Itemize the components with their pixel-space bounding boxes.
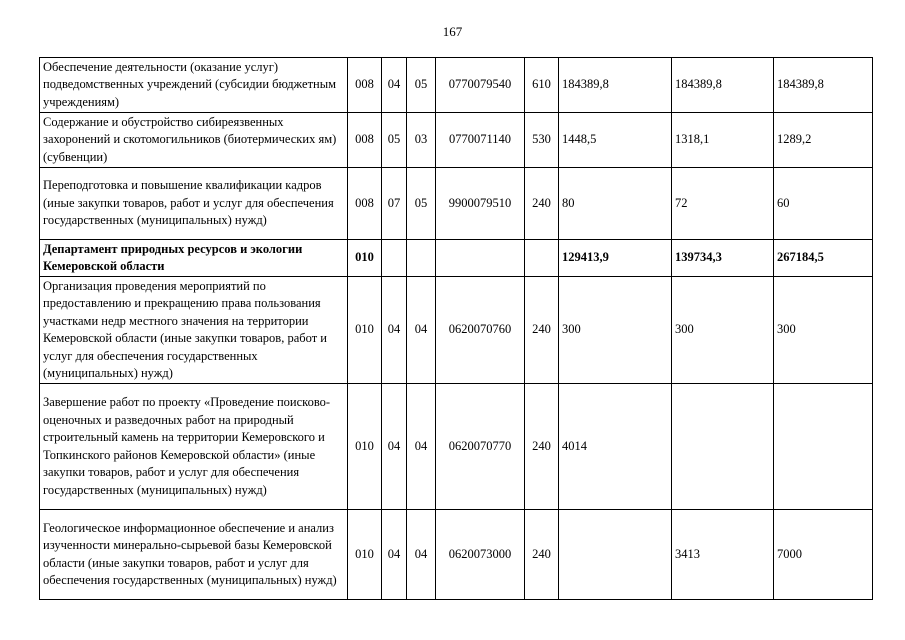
amount-year-3: 184389,8 (774, 58, 873, 113)
budget-table (39, 57, 873, 600)
target-article-code: 9900079510 (436, 168, 525, 240)
row-name: Обеспечение деятельности (оказание услуг) подведомственных учреждений (субсидии бюджетным учреждениям) (40, 58, 348, 113)
target-article-code: 0620070770 (436, 384, 525, 510)
expense-type-code: 240 (525, 384, 559, 510)
row-name: Организация проведения мероприятий по предоставлению и прекращению права пользования участками недр местного значения на территории Кемеровской области (иные закупки товаров, работ и услуг для обеспечения государственных (муниципальных) нужд) (40, 277, 348, 384)
section-code: 05 (382, 113, 407, 168)
subsection-code: 04 (407, 277, 436, 384)
amount-year-3: 267184,5 (774, 240, 873, 277)
amount-year-3 (774, 384, 873, 510)
subsection-code: 05 (407, 58, 436, 113)
amount-year-2: 300 (672, 277, 774, 384)
ministry-code: 008 (348, 113, 382, 168)
amount-year-2: 1318,1 (672, 113, 774, 168)
table-row (40, 113, 873, 168)
section-code: 04 (382, 58, 407, 113)
target-article-code (436, 240, 525, 277)
amount-year-1: 129413,9 (559, 240, 672, 277)
row-name: Департамент природных ресурсов и экологии Кемеровской области (40, 240, 348, 277)
amount-year-3: 7000 (774, 510, 873, 600)
expense-type-code: 240 (525, 277, 559, 384)
row-name: Геологическое информационное обеспечение и анализ изученности минерально-сырьевой базы Кемеровской области (иные закупки товаров, работ и услуг для обеспечения государственных (муниципальных) нужд) (40, 510, 348, 600)
ministry-code: 010 (348, 277, 382, 384)
row-name: Содержание и обустройство сибиреязвенных захоронений и скотомогильников (биотермических ям) (субвенции) (40, 113, 348, 168)
section-code: 07 (382, 168, 407, 240)
amount-year-2: 139734,3 (672, 240, 774, 277)
section-code: 04 (382, 277, 407, 384)
ministry-code: 010 (348, 510, 382, 600)
subsection-code: 05 (407, 168, 436, 240)
expense-type-code (525, 240, 559, 277)
amount-year-2: 72 (672, 168, 774, 240)
amount-year-3: 300 (774, 277, 873, 384)
amount-year-2: 3413 (672, 510, 774, 600)
department-row (40, 240, 873, 277)
table-row (40, 58, 873, 113)
amount-year-1: 184389,8 (559, 58, 672, 113)
section-code: 04 (382, 510, 407, 600)
amount-year-1: 80 (559, 168, 672, 240)
expense-type-code: 530 (525, 113, 559, 168)
target-article-code: 0770079540 (436, 58, 525, 113)
page-number: 167 (442, 24, 463, 39)
expense-type-code: 240 (525, 510, 559, 600)
row-name: Переподготовка и повышение квалификации кадров (иные закупки товаров, работ и услуг для обеспечения государственных (муниципальных) нужд) (40, 168, 348, 240)
table-body (40, 58, 873, 600)
section-code (382, 240, 407, 277)
amount-year-1 (559, 510, 672, 600)
expense-type-code: 610 (525, 58, 559, 113)
ministry-code: 010 (348, 240, 382, 277)
table-row (40, 510, 873, 600)
ministry-code: 008 (348, 168, 382, 240)
expense-type-code: 240 (525, 168, 559, 240)
subsection-code: 04 (407, 510, 436, 600)
amount-year-2 (672, 384, 774, 510)
table-row (40, 277, 873, 384)
section-code: 04 (382, 384, 407, 510)
amount-year-1: 1448,5 (559, 113, 672, 168)
table-row (40, 168, 873, 240)
target-article-code: 0770071140 (436, 113, 525, 168)
row-name: Завершение работ по проекту «Проведение поисково-оценочных и разведочных работ на природный строительный камень на территории Кемеровского и Топкинского районов Кемеровской области» (иные закупки товаров, работ и услуг для обеспечения государственных (муниципальных) нужд) (40, 384, 348, 510)
amount-year-3: 60 (774, 168, 873, 240)
subsection-code: 03 (407, 113, 436, 168)
ministry-code: 008 (348, 58, 382, 113)
subsection-code: 04 (407, 384, 436, 510)
ministry-code: 010 (348, 384, 382, 510)
amount-year-1: 4014 (559, 384, 672, 510)
amount-year-3: 1289,2 (774, 113, 873, 168)
target-article-code: 0620073000 (436, 510, 525, 600)
target-article-code: 0620070760 (436, 277, 525, 384)
amount-year-1: 300 (559, 277, 672, 384)
amount-year-2: 184389,8 (672, 58, 774, 113)
table-row (40, 384, 873, 510)
subsection-code (407, 240, 436, 277)
